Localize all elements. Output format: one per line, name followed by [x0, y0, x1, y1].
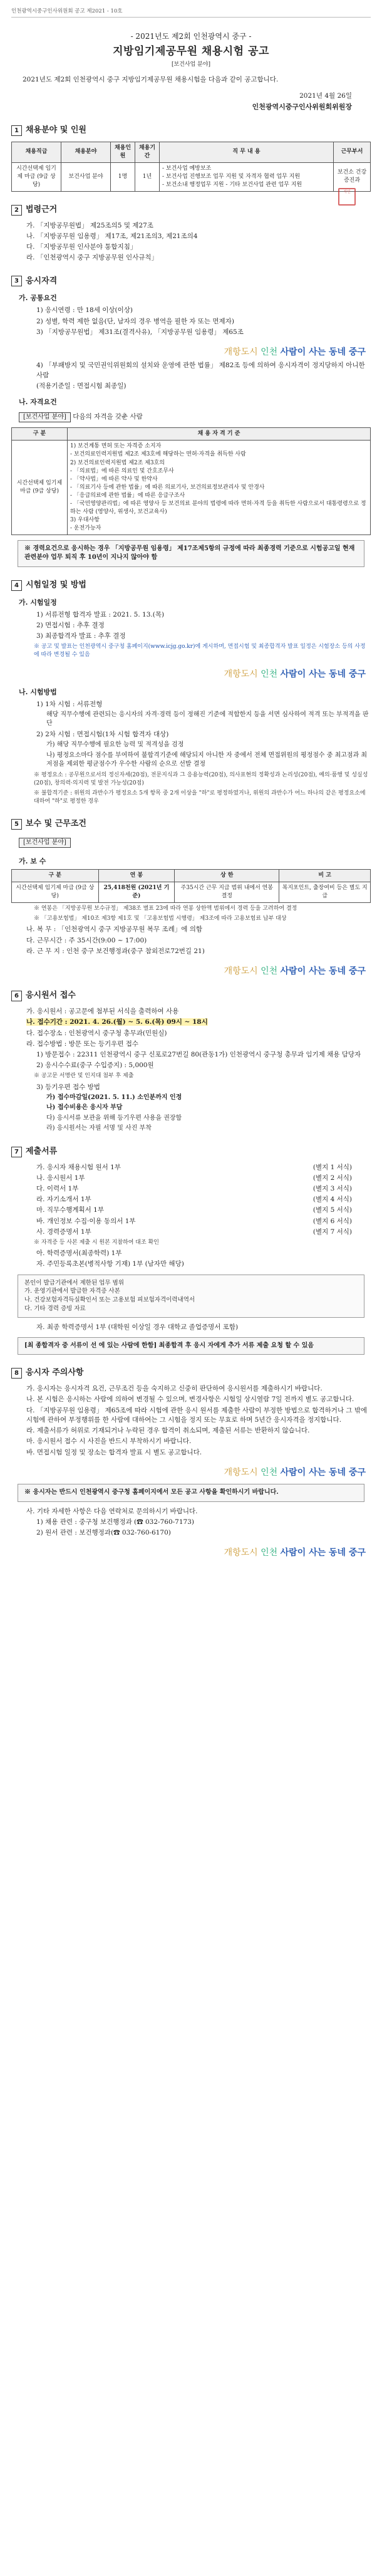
section-title: 응시자격	[26, 276, 58, 286]
criteria-line: 2) 보건의료인력지원법 제2조 제3호의	[70, 459, 165, 466]
condition-item: 나. 복 무 : 「인천광역시 중구 지방공무원 복무 조례」에 의함	[26, 926, 203, 934]
document-item: 사. 경력증명서 1부 (별지 7 서식)	[36, 1228, 352, 1236]
field-tag: [보건사업 분야]	[19, 838, 71, 848]
document-note: ※ 자격증 등 사본 제출 시 원본 지참하여 대조 확인	[34, 1239, 159, 1246]
section-title: 제출서류	[26, 1146, 58, 1156]
application-note: ※ 공고문 서명란 및 인지대 첨부 후 제출	[34, 1073, 134, 1080]
district-logo: 개항도시 인천 사람이 사는 동네 중구	[224, 669, 366, 680]
criteria-line: - 「응급의료에 관한 법률」에 따른 응급구조사	[70, 492, 185, 499]
salary-note: ※ 「고용보험법」 제10조 제3항 제1호 및 「고용보험법 시행령」 제3조에 따라 고용보험료 납부 대상	[34, 915, 287, 922]
requirement-item: 4) 「부패방지 및 국민권익위원회의 설치와 운영에 관한 법률」 제82조 등에 의하여 응시자격이 정지당하지 아니한 사람	[36, 362, 365, 379]
schedule-item: 2) 면접시험 : 추후 결정	[36, 621, 105, 629]
requirement-item: 1) 응시연령 : 만 18세 이상(이상)	[36, 306, 133, 315]
duty-line: - 보건사업 예방보조	[162, 165, 212, 172]
criteria-line: - 「국민영양관리법」에 따른 영양사 등 보건의료 분야의 법령에 따라 면허·자격 등을 취득한 사람으로서 대통령령으로 정하는 사람 (영양사, 위생사, 보건교육사)	[70, 500, 366, 515]
document-box	[18, 1275, 364, 1318]
requirement-note: (적용기준일 : 면접시험 최종일)	[36, 382, 126, 390]
cell-criteria	[68, 441, 371, 535]
notice-page	[11, 8, 371, 2570]
table-row	[12, 441, 371, 535]
table-header: 연 봉	[98, 870, 175, 882]
cell-dept: 보건소 건강 증진과	[334, 162, 371, 191]
section-number: 5	[11, 819, 22, 830]
section-title: 법령근거	[26, 204, 58, 214]
header-line: 인천광역시중구인사위원회 공고 제2021 - 10호	[11, 8, 371, 18]
section-6-heading	[11, 990, 371, 1002]
section-number: 1	[11, 125, 22, 136]
section-title: 응시자 주의사항	[26, 1368, 84, 1378]
table-header: 상 한	[175, 870, 279, 882]
section-7-heading	[11, 1146, 371, 1158]
duty-line: - 보건사업 진행보조 업무 지원 및 자격자 협력 업무 지원	[162, 173, 301, 180]
official-seal: 직인	[338, 188, 356, 206]
schedule-item: 1) 서류전형 합격자 발표 : 2021. 5. 13.(목)	[36, 610, 165, 618]
method-note: ※ 불합격기준 : 위원의 과반수가 평정요소 5개 항목 중 2개 이상을 "하"로 평정하였거나, 위원의 과반수가 어느 하나의 같은 평정요소에 대하여 "하"로 평정한 경우	[34, 790, 366, 805]
requirement-item: 2) 성별, 학력 제한 없음(단, 남자의 경우 병역을 필한 자 또는 면제자)	[36, 317, 234, 325]
caution-item: 다. 「지방공무원 임용령」 제65조에 따라 시험에 관한 응시 원서를 제출한 사람이 부정한 방법으로 합격하거나 그 밖에 시험에 관하여 부정행위를 한 사람에 대하여는 그 시험을 정지 또는 무효로 하며 5년간 응시자격을 정지합니다.	[26, 1406, 368, 1424]
table-row	[12, 882, 371, 903]
section-number: 6	[11, 991, 22, 1001]
method-item: 해당 직무수행에 관련되는 응시자의 자격·경력 등이 정해진 기준에 적합한지 등을 서면 심사하여 적격 또는 부적격을 판단	[46, 711, 369, 727]
method-note: ※ 평정요소 : 공무원으로서의 정신자세(20점), 전문지식과 그 응용능력(20점), 의사표현의 정확성과 논리성(20점), 예의·품행 및 성실성(20점), 창의력·의지력 및 발전 가능성(20점)	[34, 771, 368, 786]
table-header: 채용분야	[61, 142, 111, 162]
salary-note: ※ 연봉은 「지방공무원 보수규정」 제38조 별표 23에 따라 연봉 상한액 범위에서 경력 등을 고려하여 결정	[34, 905, 297, 912]
document-item: 가. 응시자 채용시험 원서 1부 (별지 1 서식)	[36, 1163, 352, 1171]
qualification-intro: 다음의 자격을 갖춘 사람	[73, 412, 143, 420]
duty-line: - 보건소내 행정업무 지원 - 기타 보건사업 관련 업무 지원	[162, 181, 302, 188]
application-item: 라) 응시원서는 자필 서명 및 사진 부착	[46, 1125, 152, 1132]
recruitment-table	[11, 142, 371, 192]
section-5-heading	[11, 818, 371, 830]
table-header: 채용직급	[12, 142, 61, 162]
method-item: 1) 1차 시험 : 서류전형	[36, 700, 103, 708]
section-title: 보수 및 근무조건	[26, 818, 86, 828]
caution-item: 라. 제출서류가 허위로 기재되거나 누락된 경우 합격이 취소되며, 제출된 서류는 반환하지 않습니다.	[26, 1427, 310, 1435]
table-header: 채용기간	[135, 142, 160, 162]
section-title: 응시원서 접수	[26, 991, 76, 1001]
criteria-line: - 「의료기사 등에 관한 법률」에 따른 의료기사, 보건의료정보관리사 및 안경사	[70, 484, 265, 491]
cell-kind: 시간선택제 임기제 마급 (9급 상당)	[12, 882, 99, 903]
document-item: 마. 직무수행계획서 1부 (별지 5 서식)	[36, 1206, 352, 1214]
application-item: 다. 접수장소 : 인천광역시 중구청 총무과(민원실)	[26, 1029, 167, 1037]
application-item: 다) 응시서류 보관을 위해 등기우편 사용을 권장함	[46, 1114, 182, 1122]
table-header: 채 용 자 격 기 준	[68, 428, 371, 441]
subsection-heading: 가. 시험일정	[19, 598, 57, 607]
document-item: 아. 학력증명서(최종학력) 1부	[36, 1249, 122, 1258]
page-title: 지방임기제공무원 채용시험 공고	[113, 44, 269, 58]
method-item: 2) 2차 시험 : 면접시험(1차 시험 합격자 대상)	[36, 730, 169, 738]
district-logo: 개항도시 인천 사람이 사는 동네 중구	[224, 1467, 366, 1478]
caution-item: 사. 기타 자세한 사항은 다음 연락처로 문의하시기 바랍니다.	[26, 1507, 198, 1515]
section-number: 4	[11, 580, 22, 591]
application-item: 가) 접수마감일(2021. 5. 11.) 소인분까지 인정	[46, 1093, 182, 1101]
cell-salary: 25,418천원 (2021년 기준)	[98, 882, 175, 903]
contact-item: 1) 채용 관련 : 중구청 보건행정과 (☎ 032-760-7173)	[36, 1518, 194, 1526]
law-item: 다. 「지방공무원 인사분야 통합지침」	[26, 243, 137, 251]
criteria-line: 3) 우대사항	[70, 516, 100, 523]
caution-item: 나. 본 시험은 응시하는 사람에 의하여 변경될 수 있으며, 변경사항은 시험일 상시열람 7일 전까지 별도 공고합니다.	[26, 1395, 354, 1404]
document-item: 바. 개인정보 수집·이용 동의서 1부 (별지 6 서식)	[36, 1217, 352, 1225]
document-item: 라. 자기소개서 1부 (별지 4 서식)	[36, 1196, 352, 1204]
document-item: 자. 최종 학력증명서 1부 (대학원 이상일 경우 대학교 졸업증명서 포함)	[36, 1323, 239, 1331]
application-item: 2) 응시수수료(중구 수입증지) : 5,000원	[36, 1061, 154, 1070]
cell-duties	[160, 162, 334, 191]
cell-period: 1년	[135, 162, 160, 191]
table-header: 직 무 내 용	[160, 142, 334, 162]
district-logo: 개항도시 인천 사람이 사는 동네 중구	[224, 966, 366, 977]
caution-warning: ※ 응시자는 반드시 인천광역시 중구청 홈페이지에서 모든 공고 사항을 확인하시기 바랍니다.	[18, 1484, 364, 1502]
condition-item: 다. 근무시간 : 주 35시간(9:00 ~ 17:00)	[26, 936, 147, 944]
cell-field: 보건사업 분야	[61, 162, 111, 191]
notice-author: 인천광역시중구인사위원회위원장	[252, 102, 352, 111]
table-header: 근무부서	[334, 142, 371, 162]
criteria-line: 1) 보건계통 면허 또는 자격증 소지자	[70, 443, 162, 450]
document-item: 자. 주민등록초본(병적사항 기재) 1부 (남자만 해당)	[36, 1260, 184, 1268]
document-warning: [최 종합격자 중 서류이 선 에 있는 사람에 한함] 최종합격 후 응시 자에게 추가 서류 제출 요청 할 수 있음	[18, 1337, 364, 1355]
application-item: 나) 접수비용은 응시자 부담	[46, 1104, 123, 1112]
method-item: 가) 해당 직무수행에 필요한 능력 및 적격성을 검정	[46, 741, 184, 749]
law-item: 가. 「지방공무원법」 제25조의5 및 제27조	[26, 221, 153, 229]
section-4-heading	[11, 580, 371, 592]
box-intro: 본인이 발급기관에서 제한된 업무 범위	[24, 1279, 124, 1286]
section-3-heading	[11, 276, 371, 288]
table-row	[12, 162, 371, 191]
section-2-heading	[11, 204, 371, 216]
schedule-note: ※ 공고 및 발표는 인천광역시 중구청 홈페이지(www.icjg.go.kr)에 게시하며, 면접시험 및 최종합격자 발표 일정은 시험장소 등의 사정에 따라 변경될 수 있음	[34, 644, 366, 659]
law-item: 나. 「지방공무원 임용령」 제17조, 제21조의3, 제21조의4	[26, 232, 198, 240]
field-tag: [보건사업 분야]	[19, 412, 71, 423]
document-item: 나. 응시원서 1부 (별지 2 서식)	[36, 1174, 352, 1182]
criteria-line: - 운전가능자	[70, 524, 101, 531]
cell-upper: 주35시간 근무 지급 범위 내에서 연봉 결정	[175, 882, 279, 903]
table-header: 채용인원	[111, 142, 135, 162]
criteria-line: - 보건의료인력지원법 제2조 제3호에 해당하는 면허·자격을 취득한 사람	[70, 451, 246, 458]
subsection-heading: 나. 시험방법	[19, 687, 57, 696]
application-item: 3) 등기우편 접수 방법	[36, 1083, 100, 1091]
application-item: 1) 방문접수 : 22311 인천광역시 중구 신포로27번길 80(관동1가) 인천광역시 중구청 총무과 임기제 채용 담당자	[36, 1051, 361, 1059]
cell-note: 복지포인트, 출장여비 등은 별도 지급	[279, 882, 371, 903]
salary-table	[11, 869, 371, 903]
box-line: 나. 건강보험자격득실확인서 또는 고용보험 피보험자격이력내역서	[24, 1296, 195, 1304]
condition-item: 라. 근 무 지 : 인천 중구 보건행정과(중구 참외전로72번길 21)	[26, 947, 205, 955]
section-title: 시험일정 및 방법	[26, 580, 86, 590]
criteria-line: - 「약사법」에 따른 약사 및 한약사	[70, 476, 158, 482]
table-header: 비 고	[279, 870, 371, 882]
application-item: 가. 응시원서 : 공고문에 첨부된 서식을 출력하여 사용	[26, 1008, 179, 1016]
law-item: 라. 「인천광역시 중구 지방공무원 인사규칙」	[26, 254, 158, 262]
notice-date: 2021년 4월 26일	[299, 91, 352, 100]
qualification-table	[11, 427, 371, 535]
experience-warning: ※ 경력요건으로 응시하는 경우 「지방공무원 임용령」 제17조제5항의 규정에 따라 최종경력 기준으로 시험공고일 현재 관련분야 업무 퇴직 후 10년이 지나지 않아야 함	[18, 540, 364, 567]
cell-count: 1명	[111, 162, 135, 191]
cell-grade: 시간선택제 임기제 마급 (9급 상당)	[12, 162, 61, 191]
document-item: 다. 이력서 1부 (별지 3 서식)	[36, 1185, 352, 1193]
application-item: 나. 접수기간 : 2021. 4. 26.(월) ~ 5. 6.(목) 09시 ~ 18시	[26, 1018, 208, 1026]
application-item: 라. 접수방법 : 방문 또는 등기우편 접수	[26, 1040, 139, 1048]
caution-item: 마. 응시원서 접수 시 사진을 반드시 부착하시기 바랍니다.	[26, 1437, 192, 1446]
title-subtitle: [보건사업 분야]	[171, 61, 211, 68]
section-title: 채용분야 및 인원	[26, 125, 86, 135]
box-line: 가. 운영기관에서 발급한 자격증 사본	[24, 1288, 120, 1295]
caution-item: 바. 면접시험 일정 및 장소는 합격자 발표 시 별도 공고합니다.	[26, 1448, 202, 1456]
section-8-heading	[11, 1367, 371, 1379]
section-number: 3	[11, 276, 22, 286]
district-logo: 개항도시 인천 사람이 사는 동네 중구	[224, 347, 366, 357]
district-logo: 개항도시 인천 사람이 사는 동네 중구	[224, 1548, 366, 1558]
section-number: 7	[11, 1147, 22, 1157]
contact-item: 2) 원서 관련 : 보건행정과(☎ 032-760-6170)	[36, 1528, 171, 1536]
criteria-line: - 「의료법」에 따른 의료인 및 간호조무사	[70, 467, 174, 474]
requirement-item: 3) 「지방공무원법」 제31조(결격사유), 「지방공무원 임용령」 제65조	[36, 328, 244, 336]
subsection-heading: 나. 자격요건	[19, 397, 57, 406]
intro-text: 2021년도 제2회 인천광역시 중구 지방임기제공무원 채용시험을 다음과 같이 공고합니다.	[23, 76, 279, 84]
table-header: 구 분	[12, 870, 99, 882]
schedule-item: 3) 최종합격자 발표 : 추후 결정	[36, 632, 126, 640]
box-line: 다. 기타 경력 증빙 자료	[24, 1305, 86, 1312]
section-number: 8	[11, 1368, 22, 1379]
caution-item: 가. 응시자는 응시자격 요건, 근무조건 등을 숙지하고 신중히 판단하여 응시원서를 제출하시기 바랍니다.	[26, 1385, 323, 1393]
section-number: 2	[11, 205, 22, 216]
method-item: 나) 평정요소마다 점수를 부여하여 불합격기준에 해당되지 아니한 자 중에서 전체 면접위원의 평정점수 중 최고점과 최저점을 제외한 평균점수가 우수한 사람의 순으로 선발 결정	[46, 751, 368, 768]
cell-grade: 시간선택제 임기제 마급 (9급 상당)	[12, 441, 68, 535]
subsection-heading: 가. 공통요건	[19, 294, 57, 303]
subsection-heading: 가. 보 수	[19, 857, 46, 866]
table-header: 구 분	[12, 428, 68, 441]
title-top: - 2021년도 제2회 인천광역시 중구 -	[130, 32, 252, 41]
section-1-heading	[11, 125, 371, 137]
